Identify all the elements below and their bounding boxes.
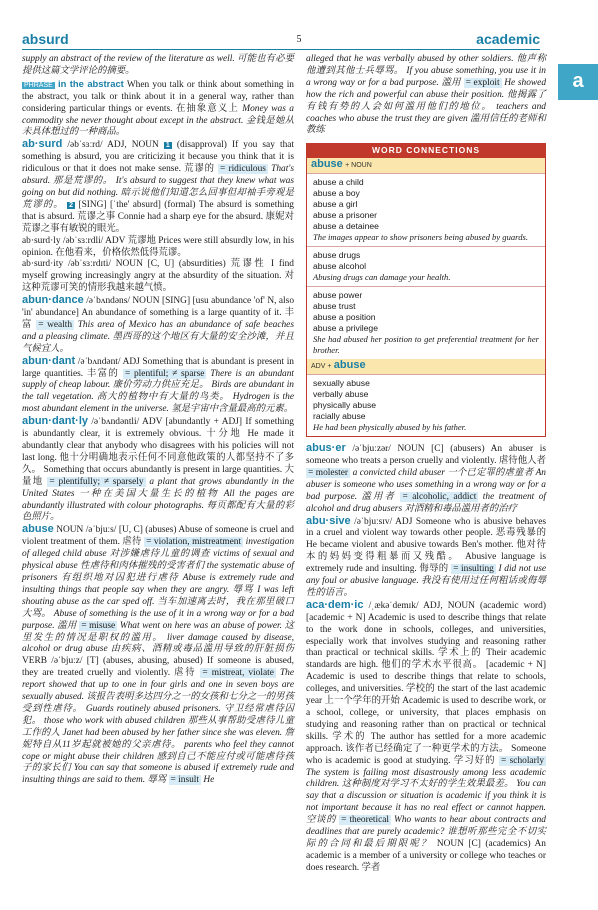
word-connections-box <box>306 143 546 437</box>
headword-abundance: abun·dance <box>22 294 84 307</box>
collocation-group-4: sexually abuse verbally abuse physically abuse racially abuse He had been physically abused by his father. <box>307 374 545 436</box>
collocation-group-3: abuse power abuse trust abuse a position abuse a privilege She had abused her position to get preferential treatment for her brother. <box>307 286 545 359</box>
left-column <box>22 54 294 787</box>
entry-abusive: abu·sive /əˈbjuːsɪv/ ADJ Someone who is abusive behaves in a cruel and violent way towards other people. 恶毒残暴的 He became violent and abusive towards Ben's mother. 他对待本的妈妈变得粗暴而又残酷。 Abusive language is extremely rude and insulting. 侮辱的 = insulting I did not use any foul or abusive language. 我没有使用过任何粗话或侮辱性的语言。 <box>306 514 547 598</box>
collocation-key-abuse-noun: abuse + NOUN <box>307 158 545 173</box>
entry-absurd: ab·surd /əbˈsɜːrd/ ADJ, NOUN 1 (disapproval) If you say that something is absurd, you are criticizing it because you think that it is ridiculous or that it does not make sense. 荒谬的 = ridiculous That's absurd. 那是荒谬的。 It's absurd to suggest that they knew what was going on but did nothing. 暗示说他们知道怎么回事但却袖手旁观是荒谬的。 2 [SING] [ˈthe' absurd] (formal) The absurd is something that is absurd. 荒谬之事 Connie had a sharp eye for the absurd. 康妮对荒谬之事有敏锐的眼光。 <box>22 138 295 234</box>
headword-abuse: abuse <box>22 523 54 536</box>
entry-phrase-in-the-abstract: PHRASE in the abstract When you talk or think about something in the abstract, you talk or think about it in a general way, rather than considering particular things or events. 在抽象意义上 Money was a commodity she never thought about except in the abstract. 金钱是她从未具体想过的一种商品。 <box>22 77 294 138</box>
entry-abuser: abus·er /əˈbjuːzər/ NOUN [C] (abusers) An abuser is someone who treats a person cruelly and violently. 虐待他人者 = molester a convicted child abuser 一个已定罪的虐童者 An abuser is someone who uses something in a wrong way or for a bad purpose. 滥用者 = alcoholic, addict the treatment of alcohol and drug abusers 对酒精和毒品滥用者的治疗 <box>306 442 547 514</box>
guide-word-right: academic <box>476 31 540 47</box>
headword-abundant: abun·dant <box>22 354 76 367</box>
headword-abuser: abus·er <box>306 442 346 455</box>
headword-academic: aca·dem·ic <box>306 598 364 611</box>
entry-abundance: abun·dance /əˈbʌndəns/ NOUN [SING] [usu abundance 'of' N, also 'in' abundance] An abundance of something is a large quantity of it. 丰富 = wealth This area of Mexico has an abundance of safe beaches and a pleasing climate. 墨西哥的这个地区有大量的安全沙滩，并且气候宜人。 <box>22 294 295 354</box>
entry-abuse-continued: alleged that he was verbally abused by other soldiers. 他声称他遭到其他士兵辱骂。 If you abuse something, you use it in a wrong way or for a bad purpose. 滥用 = exploit He showed how the rich and powerful can abuse their position. 他揭露了有钱有势的人会如何滥用他们的地位。 teachers and coaches who abuse the trust they are given 滥用信任的老师和教练 <box>306 54 547 136</box>
thumb-index-tab[interactable]: a <box>558 64 598 100</box>
entry-academic: aca·dem·ic /ˌækəˈdemɪk/ ADJ, NOUN (academic word) [academic + N] Academic is used to describe things that relate to the work done in schools, colleges, and universities, especially work that involves studying and reasoning rather than practical or technical skills. 学术上的 Their academic standards are high. 他们的学术水平很高。 [academic + N] Academic is used to describe things that relate to schools, colleges, and universities. 学校的 the start of the last academic year 上一个学年的开始 Academic is used to describe work, or a school, college, or university, that places emphasis on studying and reasoning rather than on practical or technical skills. 学术的 The author has settled for a more academic approach. 该作者已经确定了一种更学术的方法。 Someone who is academic is good at studying. 学习好的 = scholarly The system is failing most disastrously among less academic children. 这种制度对学习不太好的学生效果最差。 You can say that a discussion or situation is academic if you think it is not important because it has no real effect or cannot happen. 空谈的 = theoretical Who wants to hear about contracts and deadlines that are purely academic? 谁想听那些完全不切实际的合同和最后期限呢？ NOUN [C] (academics) An academic is a member of a university or college who teaches or does research. 学者 <box>306 598 546 873</box>
entry-absurdly: ab·surd·ly /əbˈsɜːrdli/ ADV 荒谬地 Prices were still absurdly low, in his opinion. 在他看来，价格依然低得荒谬。 <box>22 235 294 258</box>
right-column <box>306 54 546 875</box>
entry-abuse: abuse NOUN /əˈbjuːs/ [U, C] (abuses) Abuse of someone is cruel and violent treatment of them. 虐待 = violation, mistreatment investigation of alleged child abuse 对涉嫌虐待儿童的调查 victims of sexual and physical abuse 性虐待和肉体摧残的受害者们 the systematic abuse of prisoners 有组织地对囚犯进行虐待 Abuse is extremely rude and insulting things that people say when they are angry. 辱骂 I was left shouting abuse as the car sped off. 当车加速离去时，我在那里破口大骂。 Abuse of something is the use of it in a wrong way or for a bad purpose. 滥用 = misuse What went on here was an abuse of power. 这里发生的情况是职权的滥用。 liver damage caused by disease, alcohol or drug abuse 由疾病、酒精或毒品滥用导致的肝脏损伤 VERB /əˈbjuːz/ [T] (abuses, abusing, abused) If someone is abused, they are treated cruelly and violently. 虐待 = mistreat, violate The report showed that up to one in four girls and one in seven boys are sexually abused. 该报告表明多达四分之一的女孩和七分之一的男孩受到性虐待。 Guards routinely abused prisoners. 守卫经常虐待囚犯。 those who work with abused children 那些从事帮助受虐待儿童工作的人 Janet had been abused by her father since she was eleven. 詹妮特自从11岁起就被她的父亲虐待。 parents who feel they cannot cope or might abuse their children 感到自己不能应付或可能虐待孩子的家长们 You can say that someone is abused if extremely rude and insulting things are said to them. 辱骂 = insult He <box>22 523 295 786</box>
header-rule <box>22 49 540 50</box>
running-header <box>0 0 598 48</box>
word-connections-title: WORD CONNECTIONS <box>307 144 545 158</box>
collocation-group-1: abuse a child abuse a boy abuse a girl abuse a prisoner abuse a detainee The images appear to show prisoners being abused by guards. <box>307 173 545 246</box>
headword-abundantly: abun·dant·ly <box>22 415 88 428</box>
headword-abusive: abu·sive <box>306 514 351 527</box>
page-number: 5 <box>296 34 302 45</box>
collocation-key-adv-abuse: ADV + abuse <box>307 359 545 374</box>
entry-abundant: abun·dant /əˈbʌndənt/ ADJ Something that is abundant is present in large quantities. 丰富的 = plentiful; ≠ sparse There is an abundant supply of cheap labour. 廉价劳动力供应充足。 Birds are abundant in the tall vegetation. 高大的植物中有大量的鸟类。 Hydrogen is the most abundant element in the universe. 氢是宇宙中含量最高的元素。 <box>22 354 294 415</box>
headword-absurd: ab·surd <box>22 138 63 151</box>
entry-abundantly: abun·dant·ly /əˈbʌndəntli/ ADV [abundantly + ADJ] If something is abundantly clear, it is extremely obvious. 十分地 He made it abundantly clear that anybody who disagrees with his policies will not last long. 他十分明确地表示任何不同意他政策的人都坚持不了多久。 Something that occurs abundantly is present in large quantities. 大量地 = plentifully; ≠ sparsely a plant that grows abundantly in the United States 一种在美国大量生长的植物 All the pages are abundantly illustrated with colour photographs. 每页都配有大量的彩色照片。 <box>22 415 294 523</box>
guide-word-left: absurd <box>22 31 69 47</box>
entry-absurdity: ab·surd·ity /əbˈsɜːrdɪti/ NOUN [C, U] (absurdities) 荒谬性 I find myself growing increasingly angry at the absurdity of the situation. 对这种荒谬可笑的情形我越来越气愤。 <box>22 259 294 294</box>
entry-abstract-continued: supply an abstract of the review of the literature as well. 可能也有必要提供这篇文学评论的摘要。 <box>22 54 294 76</box>
collocation-group-2: abuse drugs abuse alcohol Abusing drugs can damage your health. <box>307 246 545 286</box>
